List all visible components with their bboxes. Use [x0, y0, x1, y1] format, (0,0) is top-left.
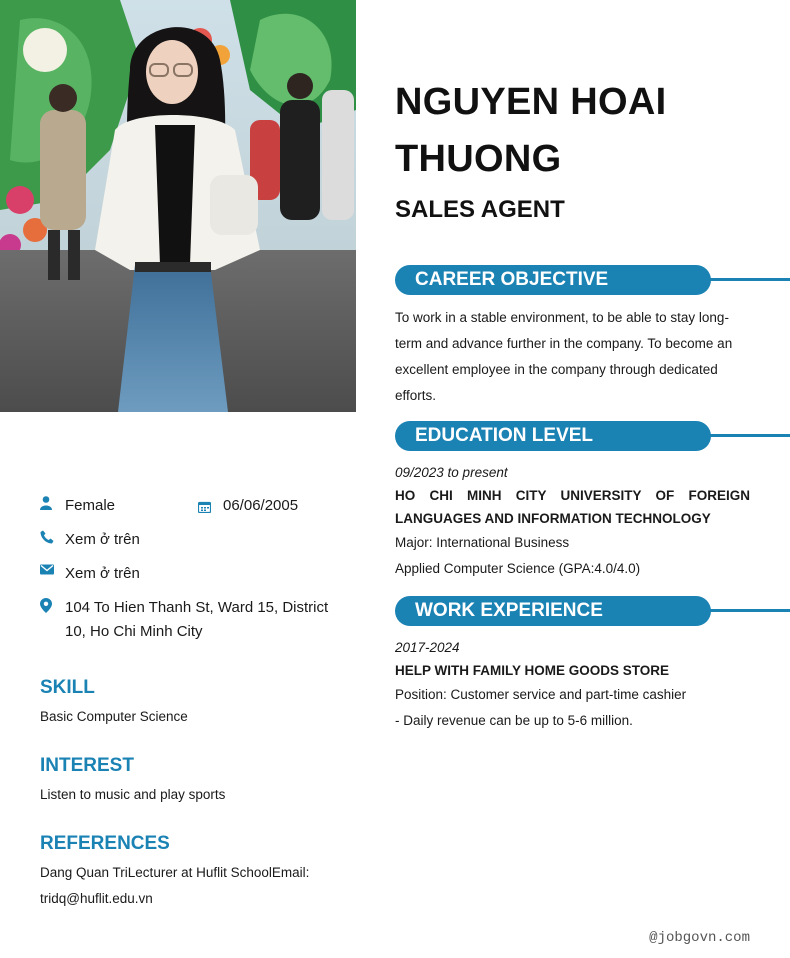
- address-text: 104 To Hien Thanh St, Ward 15, District 10, Ho Chi Minh City: [65, 599, 329, 640]
- gender-text: Female: [65, 497, 116, 514]
- contact-info: [40, 494, 350, 644]
- right-column: [395, 74, 750, 734]
- skill-text: Basic Computer Science: [40, 709, 188, 724]
- phone-icon: [40, 528, 65, 544]
- skill-title: SKILL: [40, 677, 95, 698]
- education-title: EDUCATION LEVEL: [395, 421, 711, 451]
- email-text: Xem ở trên: [65, 565, 140, 582]
- career-objective-text: To work in a stable environment, to be able to stay long-term and advance further in the company. To become an excellent employee in the company through dedicated efforts.: [395, 310, 733, 403]
- work-note: - Daily revenue can be up to 5-6 million.: [395, 713, 633, 728]
- career-objective-title: CAREER OBJECTIVE: [395, 265, 711, 295]
- location-pin-icon: [40, 596, 65, 613]
- education-date: 09/2023 to present: [395, 465, 508, 480]
- name-line-1: NGUYEN HOAI: [395, 81, 667, 123]
- email-row: [40, 562, 350, 586]
- address-row: [40, 596, 350, 644]
- phone-text: Xem ở trên: [65, 531, 140, 548]
- work-position: Position: Customer service and part-time cashier: [395, 687, 687, 702]
- references-text: Dang Quan TriLecturer at Huflit SchoolEmail: tridq@huflit.edu.vn: [40, 865, 310, 906]
- header-line: [705, 278, 790, 281]
- header-line: [705, 434, 790, 437]
- left-column: [40, 494, 350, 912]
- education-school: HO CHI MINH CITY UNIVERSITY OF FOREIGN LANGUAGES AND INFORMATION TECHNOLOGY: [395, 488, 750, 526]
- work-company: HELP WITH FAMILY HOME GOODS STORE: [395, 663, 670, 678]
- name-line-2: THUONG: [395, 138, 562, 180]
- work-experience-title: WORK EXPERIENCE: [395, 596, 711, 626]
- profile-photo: [0, 0, 356, 412]
- mail-icon: [40, 562, 65, 575]
- header-line: [705, 609, 790, 612]
- phone-row: [40, 528, 350, 552]
- interest-title: INTEREST: [40, 755, 134, 776]
- watermark: @jobgovn.com: [649, 930, 750, 946]
- education-gpa: Applied Computer Science (GPA:4.0/4.0): [395, 561, 641, 576]
- person-icon: [40, 494, 65, 510]
- work-date: 2017-2024: [395, 640, 460, 655]
- birthdate-row: [198, 494, 298, 521]
- interest-text: Listen to music and play sports: [40, 787, 226, 802]
- education-major: Major: International Business: [395, 535, 570, 550]
- work-experience-header: [395, 596, 790, 626]
- education-header: [395, 421, 790, 451]
- career-objective-header: [395, 265, 790, 295]
- calendar-icon: [198, 494, 223, 521]
- gender-row: [40, 494, 350, 518]
- references-title: REFERENCES: [40, 833, 170, 854]
- job-title: SALES AGENT: [395, 196, 565, 223]
- birthdate-text: 06/06/2005: [223, 497, 299, 514]
